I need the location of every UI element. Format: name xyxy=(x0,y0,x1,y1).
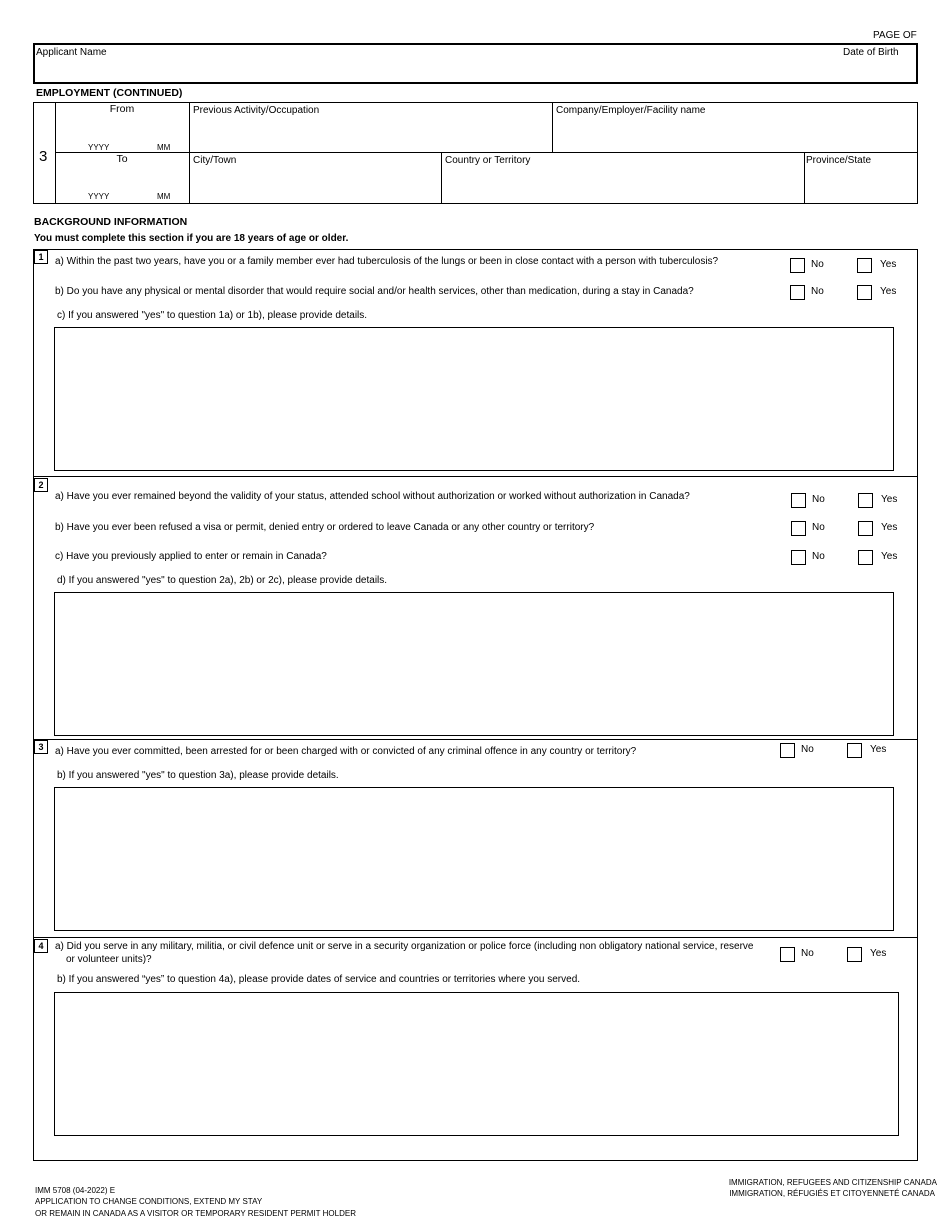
form-title-line2: OR REMAIN IN CANADA AS A VISITOR OR TEMPORARY RESIDENT PERMIT HOLDER xyxy=(35,1209,356,1218)
to-label: To xyxy=(116,153,128,165)
company-field[interactable] xyxy=(553,118,917,151)
divider xyxy=(33,476,918,477)
q4a-text-line1: a) Did you serve in any military, militia, or civil defence unit or serve in a security organization or police force (including non obligatory national service, reserve xyxy=(55,941,754,952)
applicant-name-field[interactable] xyxy=(33,43,918,84)
q3a-yes-checkbox[interactable] xyxy=(847,743,862,758)
no-label: No xyxy=(811,259,824,270)
q1-details-textarea[interactable] xyxy=(54,327,894,471)
yes-label: Yes xyxy=(880,259,897,270)
country-field[interactable] xyxy=(442,168,803,203)
from-mm-label: MM xyxy=(157,143,171,152)
q2a-text: a) Have you ever remained beyond the validity of your status, attended school without authorization or worked without authorization in Canada? xyxy=(55,491,690,502)
q1b-yes-checkbox[interactable] xyxy=(857,285,872,300)
question-number: 2 xyxy=(34,478,48,492)
q1a-no-checkbox[interactable] xyxy=(790,258,805,273)
department-english: IMMIGRATION, REFUGEES AND CITIZENSHIP CANADA xyxy=(728,1178,937,1187)
q2b-yes-checkbox[interactable] xyxy=(858,521,873,536)
background-section-title: BACKGROUND INFORMATION xyxy=(34,216,188,228)
province-field[interactable] xyxy=(805,168,917,203)
q1c-text: c) If you answered "yes" to question 1a) or 1b), please provide details. xyxy=(57,310,368,321)
q3a-no-checkbox[interactable] xyxy=(780,743,795,758)
form-title-line1: APPLICATION TO CHANGE CONDITIONS, EXTEND MY STAY xyxy=(35,1197,263,1206)
country-label: Country or Territory xyxy=(445,155,531,166)
q2d-text: d) If you answered "yes" to question 2a), 2b) or 2c), please provide details. xyxy=(57,575,388,586)
yes-label: Yes xyxy=(881,551,898,562)
previous-activity-label: Previous Activity/Occupation xyxy=(193,105,320,116)
question-number: 3 xyxy=(34,740,48,754)
q3b-text: b) If you answered "yes" to question 3a), please provide details. xyxy=(57,770,339,781)
q4a-no-checkbox[interactable] xyxy=(780,947,795,962)
q2c-no-checkbox[interactable] xyxy=(791,550,806,565)
q4-details-textarea[interactable] xyxy=(54,992,899,1136)
question-number: 4 xyxy=(34,939,48,953)
q2b-text: b) Have you ever been refused a visa or permit, denied entry or ordered to leave Canada or any other country or territory? xyxy=(55,522,595,533)
department-french: IMMIGRATION, RÉFUGIÉS ET CITOYENNETÉ CANADA xyxy=(729,1189,935,1198)
divider xyxy=(33,937,918,938)
q2c-text: c) Have you previously applied to enter or remain in Canada? xyxy=(55,551,327,562)
question-number: 1 xyxy=(34,250,48,264)
q2c-yes-checkbox[interactable] xyxy=(858,550,873,565)
no-label: No xyxy=(812,551,825,562)
no-label: No xyxy=(801,744,814,755)
city-field[interactable] xyxy=(190,168,440,203)
q3-details-textarea[interactable] xyxy=(54,787,894,931)
yes-label: Yes xyxy=(881,522,898,533)
yes-label: Yes xyxy=(870,744,887,755)
page-of-label: PAGE OF xyxy=(873,30,917,41)
to-mm-label: MM xyxy=(157,192,171,201)
q4b-text: b) If you answered “yes” to question 4a), please provide dates of service and countries or territories where you served. xyxy=(57,974,581,985)
form-code: IMM 5708 (04-2022) E xyxy=(35,1186,116,1195)
date-of-birth-label: Date of Birth xyxy=(843,47,899,58)
no-label: No xyxy=(812,494,825,505)
q1a-yes-checkbox[interactable] xyxy=(857,258,872,273)
applicant-name-label: Applicant Name xyxy=(36,47,107,58)
from-yyyy-label: YYYY xyxy=(88,143,110,152)
employment-row-number: 3 xyxy=(39,148,48,165)
to-yyyy-label: YYYY xyxy=(88,192,110,201)
no-label: No xyxy=(812,522,825,533)
q2b-no-checkbox[interactable] xyxy=(791,521,806,536)
province-label: Province/State xyxy=(806,155,872,166)
employment-section-title: EMPLOYMENT (CONTINUED) xyxy=(36,87,183,99)
q3a-text: a) Have you ever committed, been arrested for or been charged with or convicted of any criminal offence in any country or territory? xyxy=(55,746,637,757)
no-label: No xyxy=(801,948,814,959)
q1b-text: b) Do you have any physical or mental disorder that would require social and/or health services, other than medication, during a stay in Canada? xyxy=(55,286,694,297)
yes-label: Yes xyxy=(870,948,887,959)
q4a-text-line2: or volunteer units)? xyxy=(66,954,152,965)
q1b-no-checkbox[interactable] xyxy=(790,285,805,300)
q2a-no-checkbox[interactable] xyxy=(791,493,806,508)
city-label: City/Town xyxy=(193,155,237,166)
q4a-yes-checkbox[interactable] xyxy=(847,947,862,962)
background-subtitle: You must complete this section if you are 18 years of age or older. xyxy=(34,233,349,244)
divider xyxy=(33,739,918,740)
company-label: Company/Employer/Facility name xyxy=(556,105,706,116)
from-label: From xyxy=(109,103,135,115)
q2a-yes-checkbox[interactable] xyxy=(858,493,873,508)
yes-label: Yes xyxy=(880,286,897,297)
q1a-text: a) Within the past two years, have you or a family member ever had tuberculosis of the lungs or been in close contact with a person with tuberculosis? xyxy=(55,256,719,267)
no-label: No xyxy=(811,286,824,297)
previous-activity-field[interactable] xyxy=(190,118,551,151)
q2-details-textarea[interactable] xyxy=(54,592,894,736)
yes-label: Yes xyxy=(881,494,898,505)
